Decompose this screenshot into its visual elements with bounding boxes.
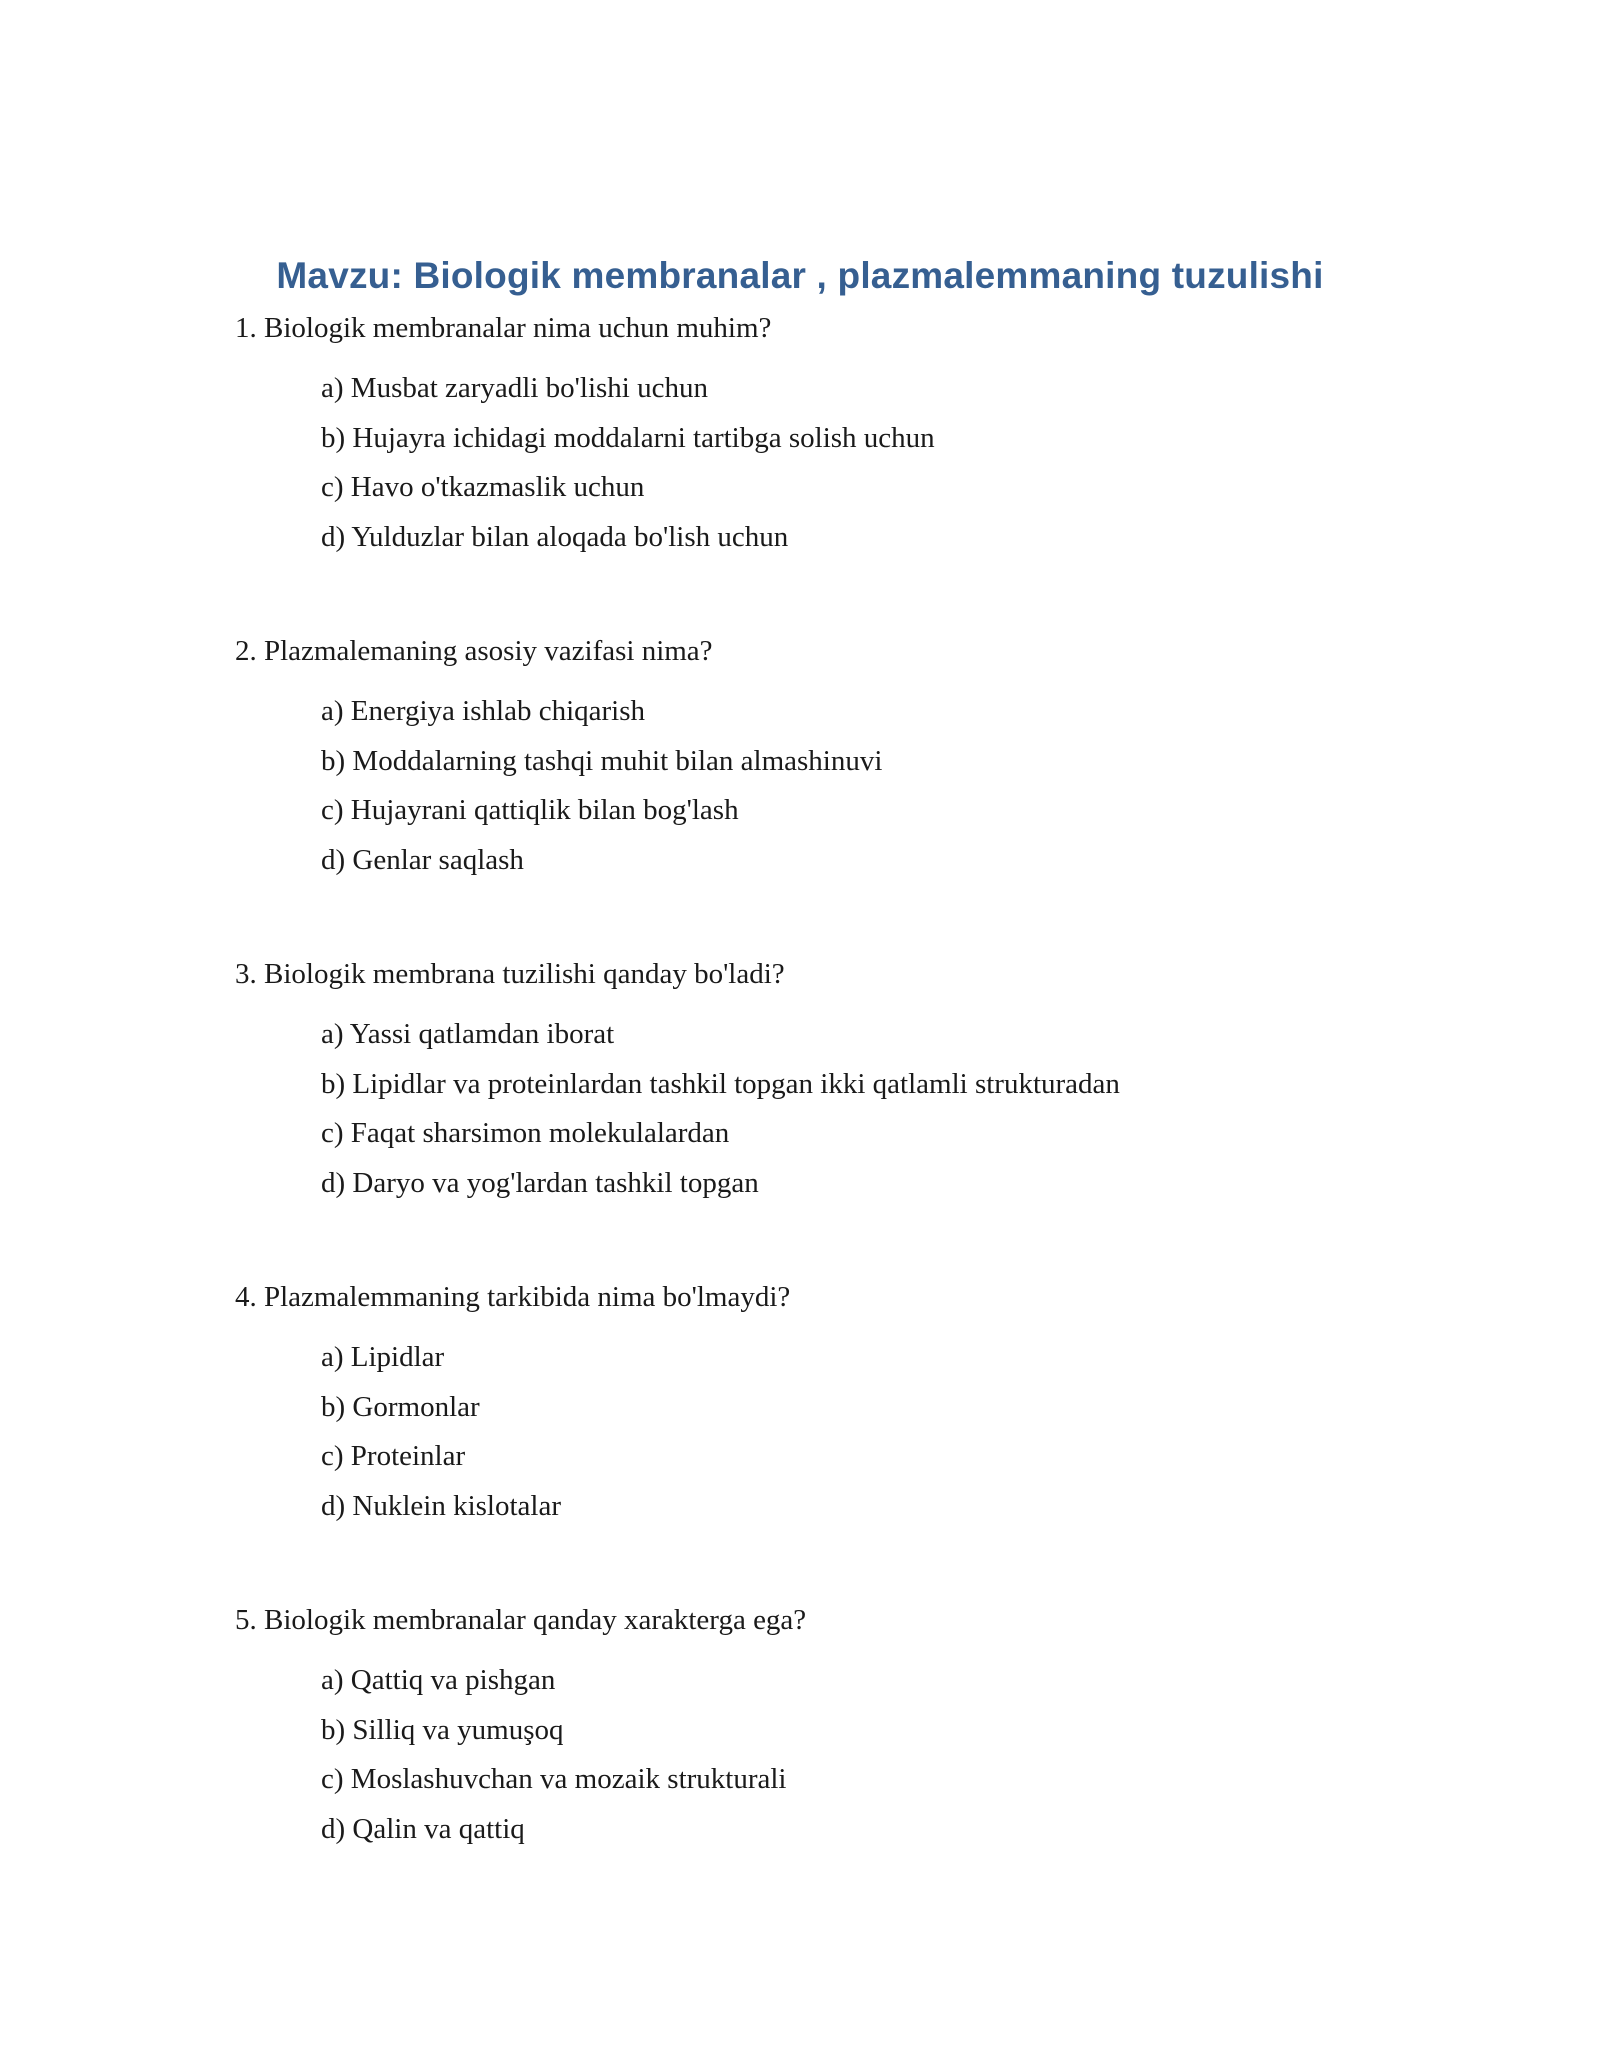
answer-option-d: d) Genlar saqlash [321, 843, 524, 876]
answer-option-c: c) Hujayrani qattiqlik bilan bog'lash [321, 794, 739, 826]
answer-option-d: d) Nuklein kislotalar [321, 1489, 562, 1522]
question-text: 5. Biologik membranalar qanday xarakterga ega? [235, 1604, 807, 1636]
answer-option-c: c) Faqat sharsimon molekulalardan [321, 1117, 730, 1149]
answer-option-c: c) Proteinlar [321, 1440, 466, 1472]
question-text: 3. Biologik membrana tuzilishi qanday bo'ladi? [235, 958, 785, 990]
answer-option-d: d) Daryo va yog'lardan tashkil topgan [321, 1166, 759, 1199]
question-list [235, 308, 1435, 1923]
answer-option-c: c) Moslashuvchan va mozaik strukturali [321, 1763, 787, 1795]
question-4 [235, 1277, 1435, 1600]
question-1 [235, 308, 1435, 631]
question-3 [235, 954, 1435, 1277]
answer-options [321, 1010, 1435, 1208]
answer-option-a: a) Lipidlar [321, 1341, 445, 1373]
answer-option-a: a) Energiya ishlab chiqarish [321, 695, 645, 727]
question-text: 1. Biologik membranalar nima uchun muhim? [235, 312, 772, 344]
question-text: 2. Plazmalemaning asosiy vazifasi nima? [235, 635, 713, 667]
question-text: 4. Plazmalemmaning tarkibida nima bo'lmaydi? [235, 1281, 791, 1313]
answer-option-a: a) Musbat zaryadli bo'lishi uchun [321, 372, 708, 404]
question-2 [235, 631, 1435, 954]
answer-option-d: d) Qalin va qattiq [321, 1812, 525, 1845]
answer-option-b: b) Hujayra ichidagi moddalarni tartibga solish uchun [321, 421, 935, 454]
answer-option-d: d) Yulduzlar bilan aloqada bo'lish uchun [321, 520, 789, 553]
answer-options [321, 687, 1435, 885]
answer-option-b: b) Moddalarning tashqi muhit bilan almashinuvi [321, 744, 883, 777]
answer-options [321, 1333, 1435, 1531]
answer-options [321, 364, 1435, 562]
answer-option-a: a) Yassi qatlamdan iborat [321, 1018, 615, 1050]
answer-option-b: b) Lipidlar va proteinlardan tashkil topgan ikki qatlamli strukturadan [321, 1067, 1120, 1100]
answer-option-b: b) Gormonlar [321, 1390, 480, 1423]
answer-option-c: c) Havo o'tkazmaslik uchun [321, 471, 645, 503]
question-5 [235, 1600, 1435, 1923]
answer-options [321, 1656, 1435, 1854]
answer-option-b: b) Silliq va yumuşoq [321, 1713, 564, 1746]
document-title: Mavzu: Biologik membranalar , plazmalemmaning tuzulishi [276, 255, 1324, 296]
answer-option-a: a) Qattiq va pishgan [321, 1664, 556, 1696]
